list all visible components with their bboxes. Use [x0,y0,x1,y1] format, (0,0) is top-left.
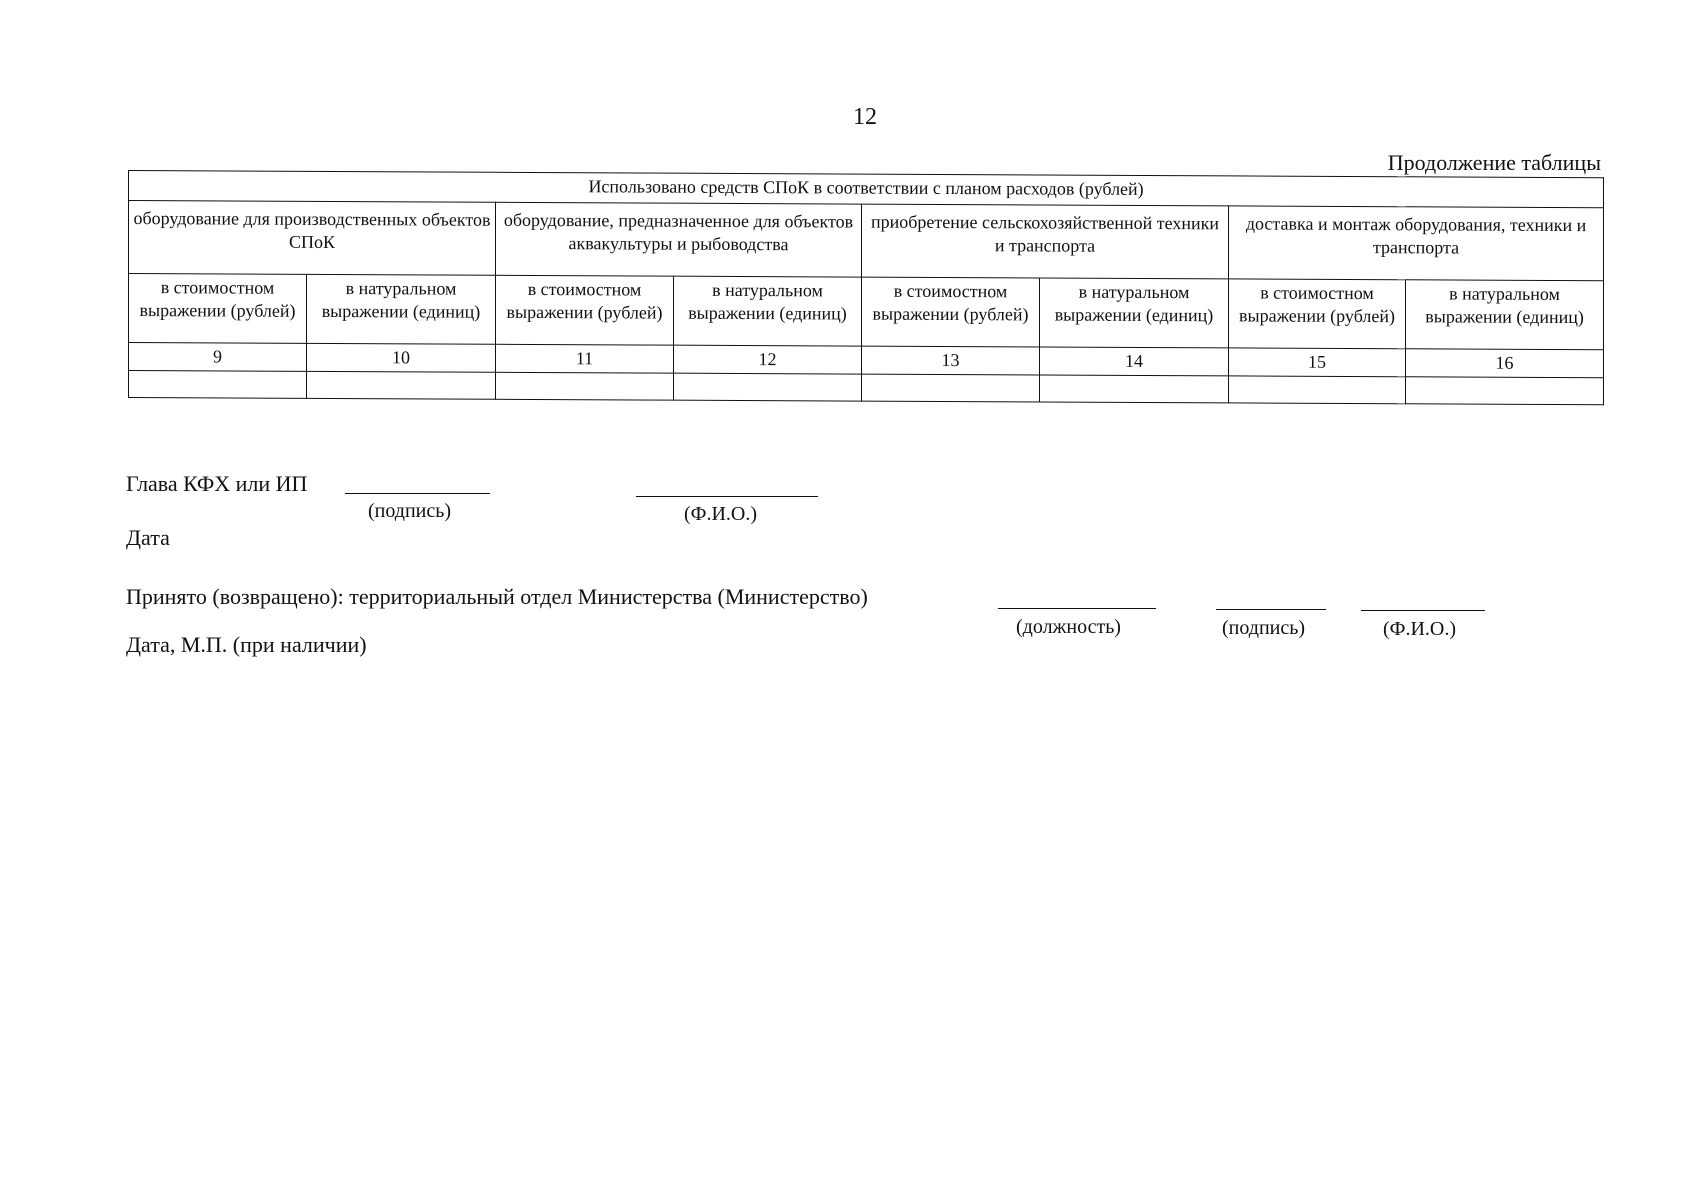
accepted-label: Принято (возвращено): территориальный отдел Министерства (Министерство) [126,584,868,609]
empty-cell[interactable] [1406,377,1604,405]
subheader-cost: в стоимостном выражении (рублей) [862,277,1040,347]
empty-cell[interactable] [674,373,862,401]
table-title: Использовано средств СПоК в соответствии с планом расходов (рублей) [129,171,1604,208]
group-header-delivery-installation: доставка и монтаж оборудования, техники и транспорта [1229,206,1604,281]
signature-caption-2: (подпись) [1222,617,1306,639]
column-number: 10 [307,343,496,372]
column-number: 9 [129,343,307,372]
position-caption: (должность) [1016,616,1121,638]
column-number: 13 [862,346,1040,375]
subheader-cost: в стоимостном выражении (рублей) [496,275,674,345]
group-header-agricultural-machinery: приобретение сельскохозяйственной техники и транспорта [862,204,1229,279]
empty-cell[interactable] [496,372,674,400]
subheader-natural: в натуральном выражении (единиц) [674,276,862,346]
empty-cell[interactable] [1040,375,1229,403]
continuation-label: Продолжение таблицы [1387,150,1601,175]
empty-cell[interactable] [862,374,1040,402]
group-header-production-equipment: оборудование для производственных объектов СПоК [129,201,496,276]
empty-cell[interactable] [129,371,307,399]
date-label: Дата [126,525,170,550]
date-stamp-label: Дата, М.П. (при наличии) [126,632,367,657]
fio-line[interactable] [636,496,818,497]
signature-caption: (подпись) [368,500,452,522]
head-label: Глава КФХ или ИП [126,471,308,496]
empty-cell[interactable] [1229,376,1406,404]
column-number: 15 [1229,348,1406,377]
expense-table [128,170,1604,405]
subheader-cost: в стоимостном выражении (рублей) [129,274,307,344]
position-line[interactable] [998,608,1156,609]
subheader-natural: в натуральном выражении (единиц) [1040,278,1229,348]
signature-line-2[interactable] [1216,609,1326,610]
column-number: 11 [496,344,674,373]
group-header-aquaculture-equipment: оборудование, предназначенное для объектов аквакультуры и рыбоводства [496,202,862,277]
subheader-natural: в натуральном выражении (единиц) [307,274,496,344]
fio-caption-2: (Ф.И.О.) [1383,618,1457,640]
fio-caption: (Ф.И.О.) [684,503,758,525]
subheader-natural: в натуральном выражении (единиц) [1406,280,1604,350]
column-number: 16 [1406,349,1604,378]
empty-cell[interactable] [307,371,496,399]
subheader-cost: в стоимостном выражении (рублей) [1229,279,1406,349]
column-number: 14 [1040,347,1229,376]
page-number: 12 [853,104,877,130]
column-number: 12 [674,345,862,374]
signature-line[interactable] [345,493,490,494]
fio-line-2[interactable] [1361,610,1485,611]
